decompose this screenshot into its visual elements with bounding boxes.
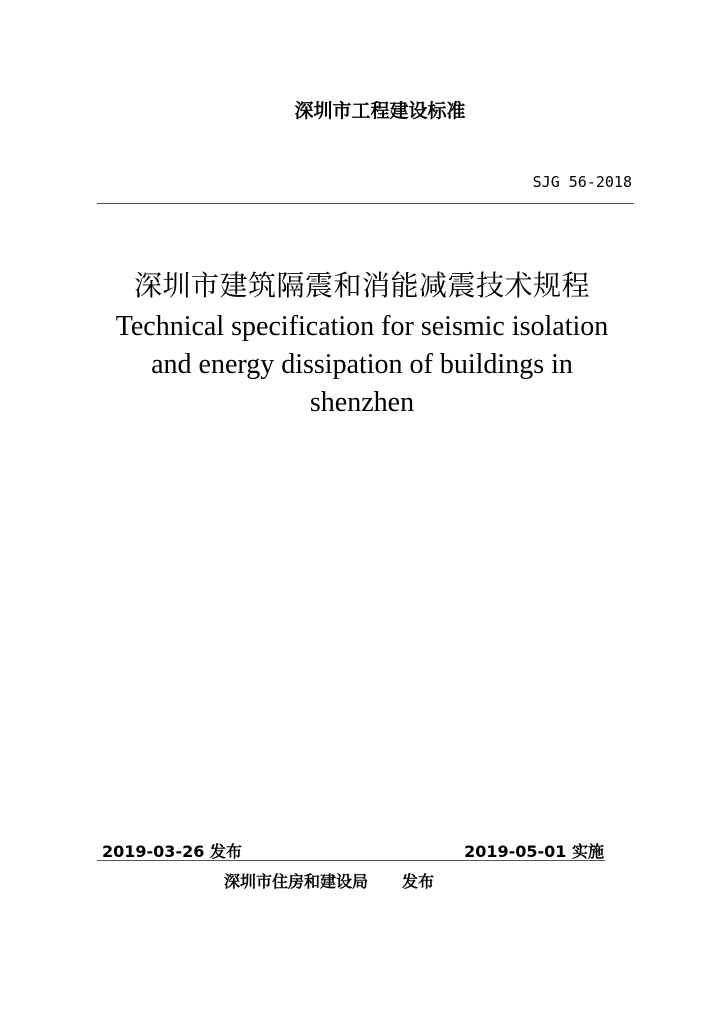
- top-divider: [97, 203, 634, 204]
- issuing-authority: 深圳市住房和建设局: [224, 872, 369, 891]
- title-english-line-2: and energy dissipation of buildings in: [151, 349, 573, 380]
- issue-date: 2019-03-26 发布: [102, 842, 242, 861]
- title-english-line-3: shenzhen: [309, 387, 415, 418]
- title-english-line-1: Technical specification for seismic isolation: [115, 311, 609, 342]
- effective-date: 2019-05-01 实施: [464, 842, 604, 861]
- standard-code: SJG 56-2018: [532, 173, 632, 191]
- title-english: [62, 308, 662, 422]
- issuing-action: 发布: [402, 872, 435, 891]
- bottom-divider: [97, 860, 605, 861]
- standard-category: 深圳市工程建设标准: [294, 100, 466, 122]
- title-chinese: 深圳市建筑隔震和消能减震技术规程: [133, 269, 590, 302]
